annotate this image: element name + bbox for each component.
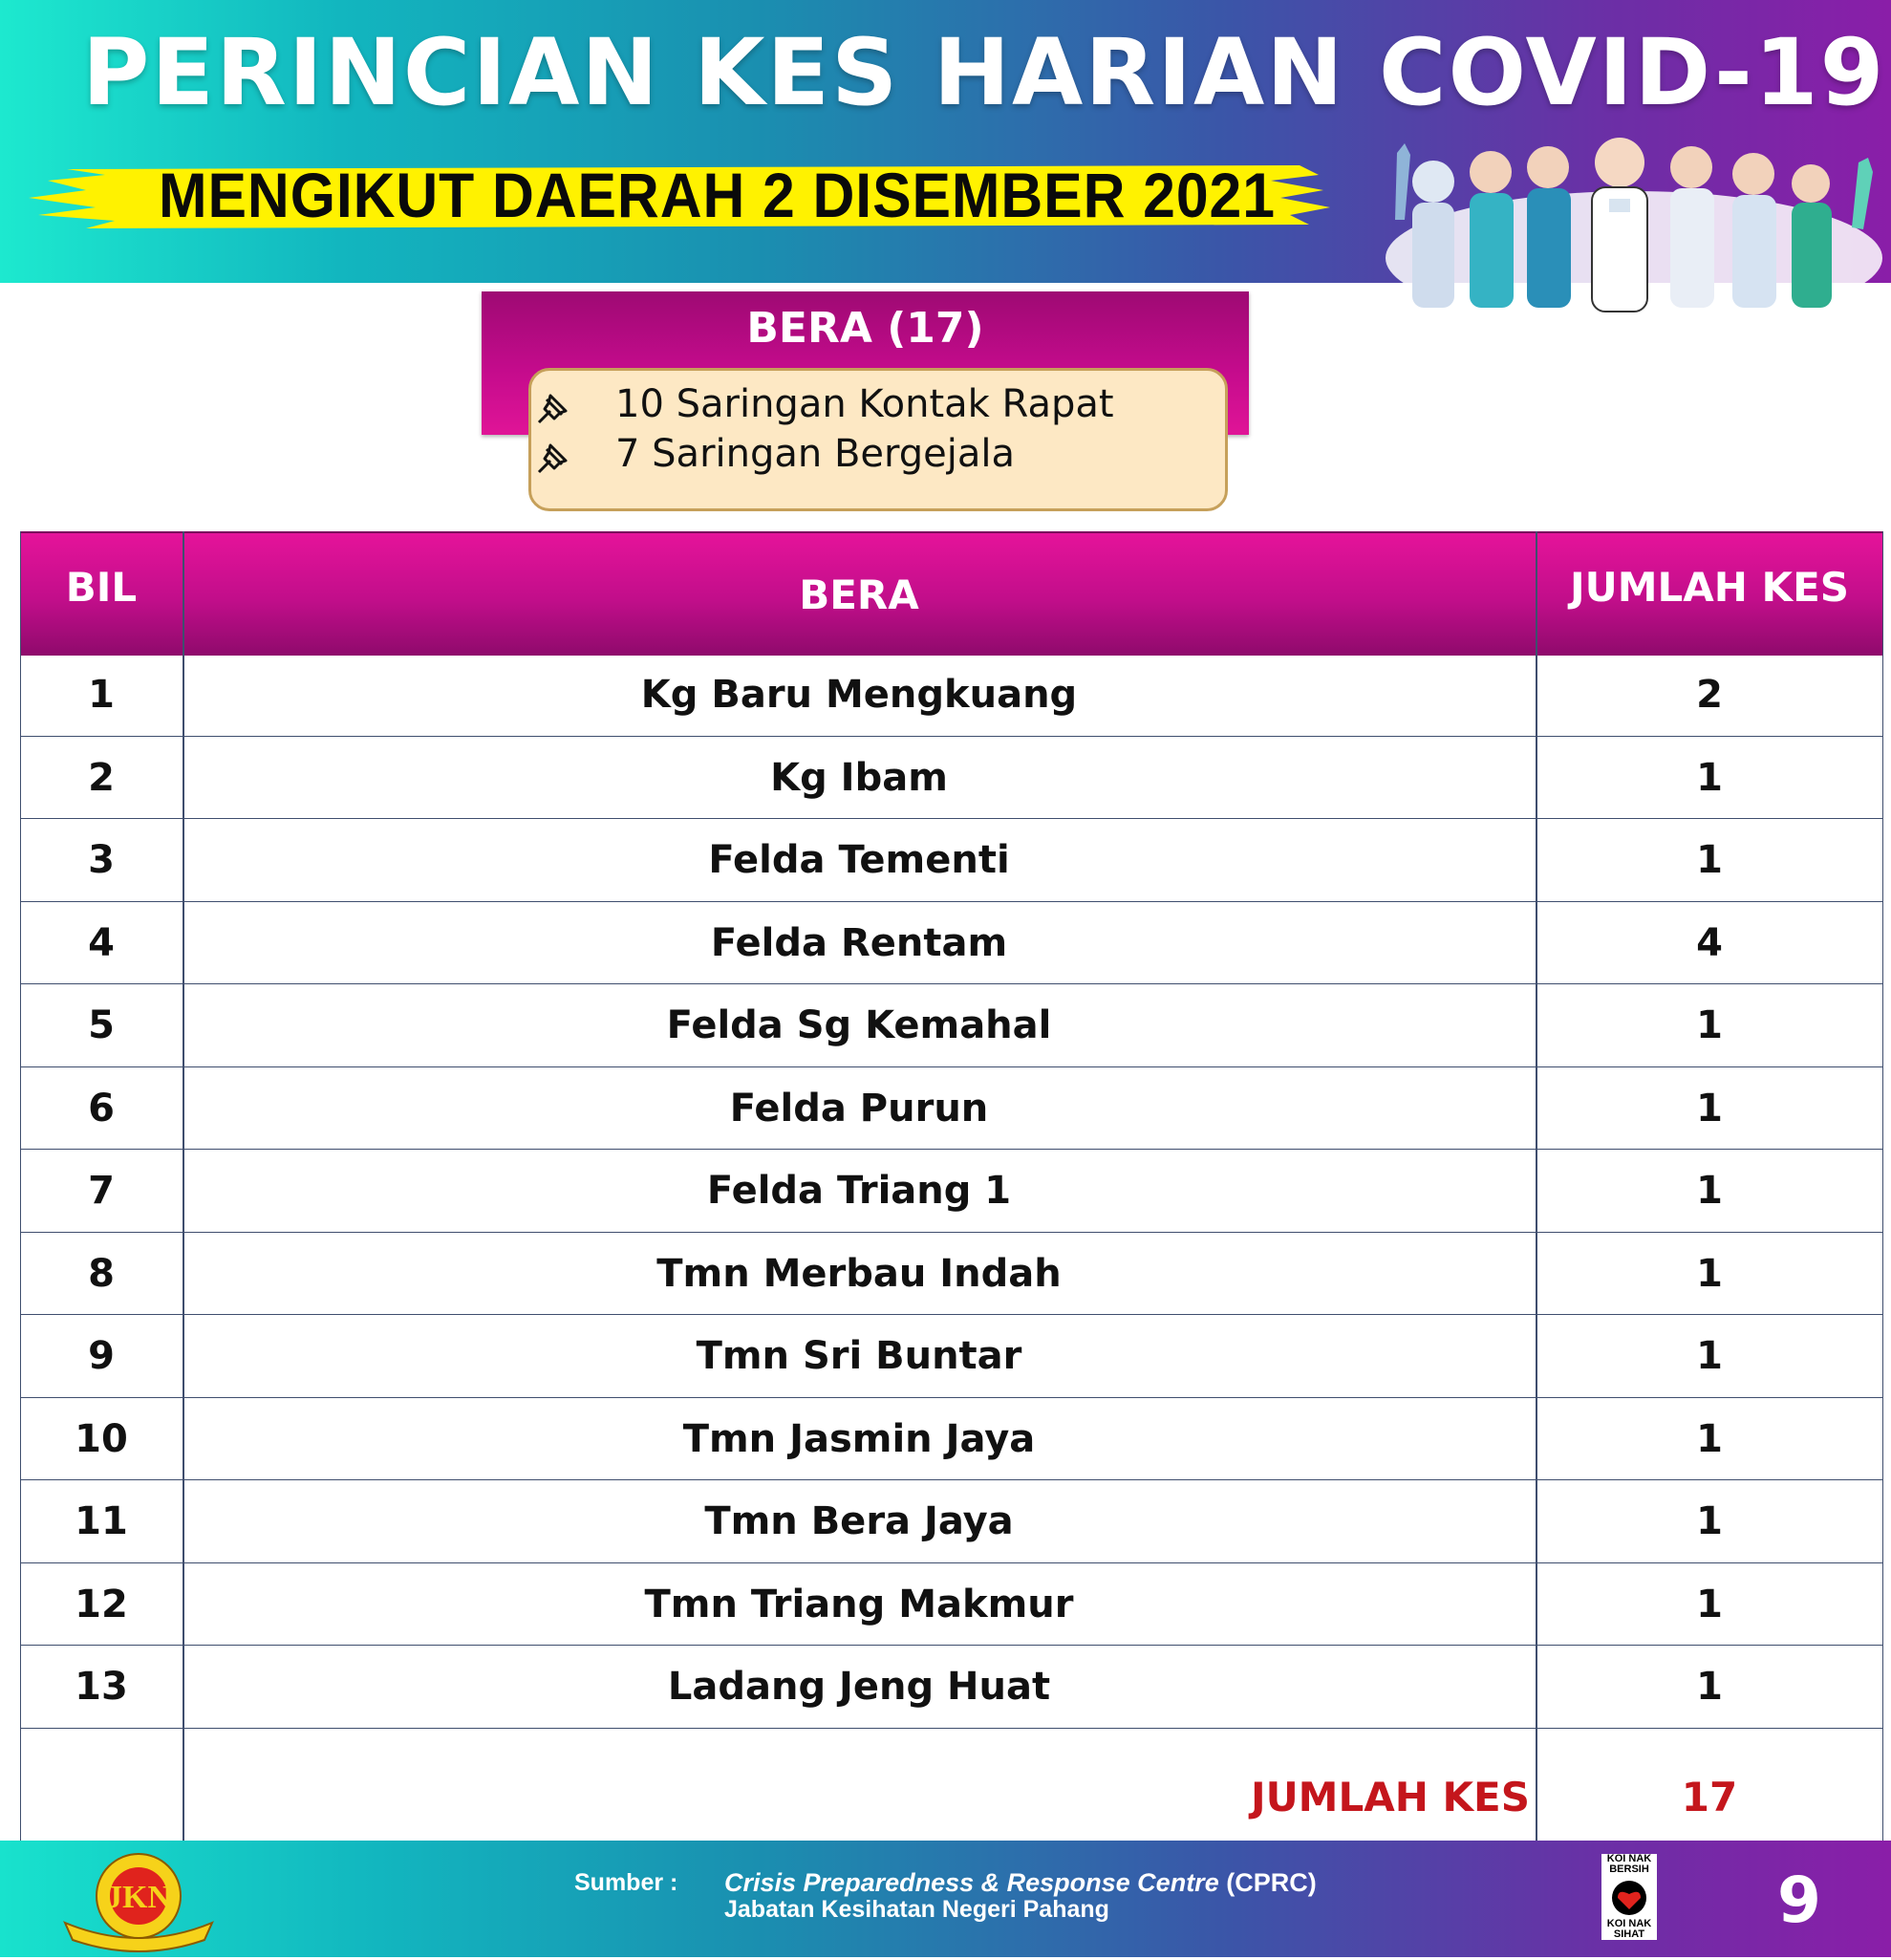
row-number: 5 bbox=[88, 1003, 115, 1048]
row-location: Tmn Sri Buntar bbox=[696, 1334, 1022, 1379]
row-location: Tmn Bera Jaya bbox=[704, 1499, 1014, 1544]
row-location: Kg Baru Mengkuang bbox=[640, 673, 1078, 718]
row-number: 8 bbox=[88, 1251, 115, 1296]
source-line-1 bbox=[724, 1868, 1317, 1898]
row-number: 10 bbox=[75, 1416, 128, 1461]
row-number: 9 bbox=[88, 1334, 115, 1379]
row-number: 4 bbox=[88, 920, 115, 965]
source-organization: Crisis Preparedness & Response Centre bbox=[724, 1868, 1219, 1897]
pushpin-icon bbox=[531, 386, 575, 430]
row-location: Felda Tementi bbox=[708, 838, 1010, 883]
row-location: Kg Ibam bbox=[770, 755, 948, 800]
screening-summary-box bbox=[528, 368, 1228, 511]
row-number: 6 bbox=[88, 1086, 115, 1131]
row-cases: 1 bbox=[1696, 1582, 1723, 1626]
table-row bbox=[20, 654, 1883, 737]
jkn-logo-text: JKN bbox=[106, 1880, 171, 1915]
table-row bbox=[20, 1233, 1883, 1316]
table-header bbox=[20, 531, 1883, 656]
column-header-cases: JUMLAH KES bbox=[1569, 563, 1850, 611]
row-cases: 1 bbox=[1696, 1334, 1723, 1379]
row-location: Tmn Merbau Indah bbox=[656, 1251, 1062, 1296]
column-header-bil: BIL bbox=[65, 563, 138, 611]
table-row bbox=[20, 1150, 1883, 1233]
row-cases: 1 bbox=[1696, 838, 1723, 883]
row-number: 13 bbox=[75, 1665, 128, 1710]
column-divider bbox=[1536, 531, 1537, 1841]
table-body bbox=[20, 654, 1883, 1729]
row-cases: 1 bbox=[1696, 1499, 1723, 1544]
pushpin-icon bbox=[531, 436, 575, 480]
row-location: Felda Purun bbox=[729, 1086, 989, 1131]
table-row bbox=[20, 1398, 1883, 1481]
row-cases: 1 bbox=[1696, 1003, 1723, 1048]
row-cases: 2 bbox=[1696, 673, 1723, 718]
row-location: Ladang Jeng Huat bbox=[667, 1665, 1051, 1710]
row-location: Tmn Triang Makmur bbox=[644, 1582, 1074, 1626]
page-title: PERINCIAN KES HARIAN COVID-19 bbox=[82, 19, 1886, 126]
screening-item bbox=[589, 382, 1114, 426]
total-label: JUMLAH KES bbox=[1250, 1774, 1530, 1820]
koi-logo-bottom-text: KOI NAK SIHAT bbox=[1606, 1918, 1652, 1940]
koi-nak-logo bbox=[1601, 1854, 1657, 1940]
table-row bbox=[20, 819, 1883, 902]
row-number: 3 bbox=[88, 838, 115, 883]
source-label: Sumber : bbox=[574, 1869, 678, 1896]
row-number: 2 bbox=[88, 755, 115, 800]
column-divider bbox=[183, 531, 184, 1841]
table-row bbox=[20, 1563, 1883, 1647]
table-row bbox=[20, 1646, 1883, 1729]
row-location: Felda Triang 1 bbox=[706, 1169, 1012, 1214]
total-row bbox=[20, 1728, 1883, 1841]
row-number: 11 bbox=[75, 1499, 128, 1544]
jkn-logo bbox=[55, 1848, 222, 1955]
source-line-2: Jabatan Kesihatan Negeri Pahang bbox=[724, 1896, 1109, 1923]
healthcare-workers-illustration bbox=[1376, 115, 1891, 320]
table-row bbox=[20, 984, 1883, 1067]
row-cases: 1 bbox=[1696, 1665, 1723, 1710]
page-number: 9 bbox=[1777, 1863, 1821, 1937]
koi-logo-top-text: KOI NAK BERSIH bbox=[1606, 1853, 1652, 1875]
row-cases: 1 bbox=[1696, 1251, 1723, 1296]
row-location: Tmn Jasmin Jaya bbox=[682, 1416, 1036, 1461]
row-location: Felda Sg Kemahal bbox=[666, 1003, 1052, 1048]
row-location: Felda Rentam bbox=[710, 920, 1008, 965]
row-cases: 1 bbox=[1696, 1416, 1723, 1461]
row-number: 1 bbox=[88, 673, 115, 718]
table-row bbox=[20, 1315, 1883, 1398]
row-number: 7 bbox=[88, 1169, 115, 1214]
table-row bbox=[20, 1067, 1883, 1151]
district-title: BERA (17) bbox=[746, 304, 984, 353]
screening-text: 10 Saringan Kontak Rapat bbox=[615, 382, 1114, 426]
source-abbreviation: (CPRC) bbox=[1226, 1868, 1317, 1897]
screening-text: 7 Saringan Bergejala bbox=[615, 432, 1015, 476]
row-cases: 1 bbox=[1696, 1086, 1723, 1131]
column-header-location: BERA bbox=[799, 571, 919, 618]
row-cases: 1 bbox=[1696, 755, 1723, 800]
page-subtitle: MENGIKUT DAERAH 2 DISEMBER 2021 bbox=[159, 160, 1276, 230]
table-row bbox=[20, 1480, 1883, 1563]
row-number: 12 bbox=[75, 1582, 128, 1626]
table-row bbox=[20, 737, 1883, 820]
row-cases: 4 bbox=[1696, 920, 1723, 965]
screening-item bbox=[589, 432, 1015, 476]
table-row bbox=[20, 902, 1883, 985]
total-value: 17 bbox=[1681, 1774, 1738, 1820]
row-cases: 1 bbox=[1696, 1169, 1723, 1214]
